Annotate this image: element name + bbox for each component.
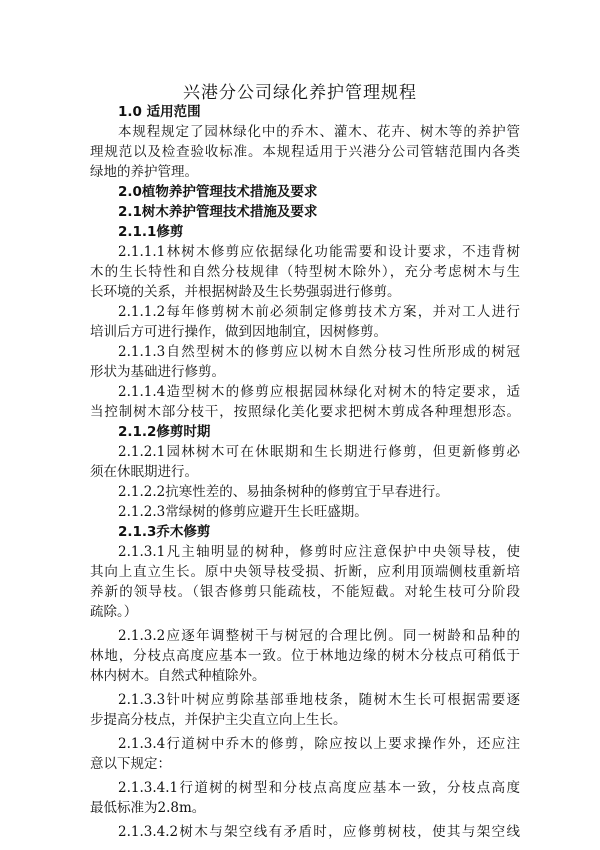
- paragraph-line: 2.1.3.4行道树中乔木的修剪，除应按以上要求操作外，还应注: [118, 736, 520, 752]
- paragraph-line: 林内树木。自然式种植除外。: [90, 668, 266, 684]
- section-heading: 1.0 适用范围: [118, 104, 201, 120]
- paragraph-line: 意以下规定：: [90, 756, 171, 772]
- paragraph-line: 2.1.3.2应逐年调整树干与树冠的合理比例。同一树龄和品种的: [118, 628, 520, 644]
- paragraph-line: 当控制树木部分枝干，按照绿化美化要求把树木剪成各种理想形态。: [90, 404, 520, 420]
- subsection-heading: 2.1.3乔木修剪: [118, 524, 211, 540]
- paragraph-line: 2.1.1.4造型树木的修剪应根据园林绿化对树木的特定要求，适: [118, 384, 520, 400]
- section-heading: 2.1树木养护管理技术措施及要求: [118, 204, 318, 220]
- paragraph-line: 养新的领导枝。（银杏修剪只能疏枝，不能短截。对轮生枝可分阶段: [90, 584, 520, 600]
- paragraph-line: 步提高分枝点，并保护主尖直立向上生长。: [90, 712, 347, 728]
- paragraph-line: 2.1.1.3自然型树木的修剪应以树木自然分枝习性所形成的树冠: [118, 344, 520, 360]
- paragraph-line: 2.1.3.4.1行道树的树型和分枝点高度应基本一致，分枝点高度: [118, 780, 520, 796]
- paragraph-line: 木的生长特性和自然分枝规律（特型树木除外），充分考虑树木与生: [90, 264, 520, 280]
- paragraph-line: 疏除。）: [90, 604, 138, 620]
- paragraph-line: 长环境的关系，并根据树龄及生长势强弱进行修剪。: [90, 284, 401, 300]
- paragraph-line: 须在休眠期进行。: [90, 464, 198, 480]
- paragraph-line: 培训后方可进行操作，做到因地制宜，因树修剪。: [90, 324, 387, 340]
- paragraph-line: 2.1.1.1林树木修剪应依据绿化功能需要和设计要求，不违背树: [118, 244, 520, 260]
- paragraph-line: 2.1.3.1凡主轴明显的树种，修剪时应注意保护中央领导枝，使: [118, 544, 520, 560]
- paragraph-line: 林地，分枝点高度应基本一致。位于林地边缘的树木分枝点可稍低于: [90, 648, 520, 664]
- paragraph-line: 2.1.2.3常绿树的修剪应避开生长旺盛期。: [118, 504, 368, 520]
- paragraph-line: 理规范以及检查验收标准。本规程适用于兴港分公司管辖范围内各类: [90, 144, 520, 160]
- paragraph-line: 2.1.3.4.2树木与架空线有矛盾时，应修剪树枝，使其与架空线: [118, 824, 520, 840]
- subsection-heading: 2.1.2修剪时期: [118, 424, 211, 440]
- paragraph-line: 其向上直立生长。原中央领导枝受损、折断，应利用顶端侧枝重新培: [90, 564, 520, 580]
- paragraph-line: 2.1.2.2抗寒性差的、易抽条树种的修剪宜于早春进行。: [118, 484, 449, 500]
- page-title: 兴港分公司绿化养护管理规程: [183, 83, 417, 103]
- paragraph-line: 形状为基础进行修剪。: [90, 364, 225, 380]
- paragraph-line: 2.1.3.3针叶树应剪除基部垂地枝条，随树木生长可根据需要逐: [118, 692, 520, 708]
- section-heading: 2.0植物养护管理技术措施及要求: [118, 184, 318, 200]
- paragraph-line: 本规程规定了园林绿化中的乔木、灌木、花卉、树木等的养护管: [118, 124, 520, 140]
- paragraph-line: 2.1.1.2每年修剪树木前必须制定修剪技术方案，并对工人进行: [118, 304, 520, 320]
- paragraph-line: 最低标准为2.8m。: [90, 800, 206, 816]
- subsection-heading: 2.1.1修剪: [118, 224, 184, 240]
- paragraph-line: 绿地的养护管理。: [90, 164, 198, 180]
- paragraph-line: 2.1.2.1园林树木可在休眠期和生长期进行修剪，但更新修剪必: [118, 444, 520, 460]
